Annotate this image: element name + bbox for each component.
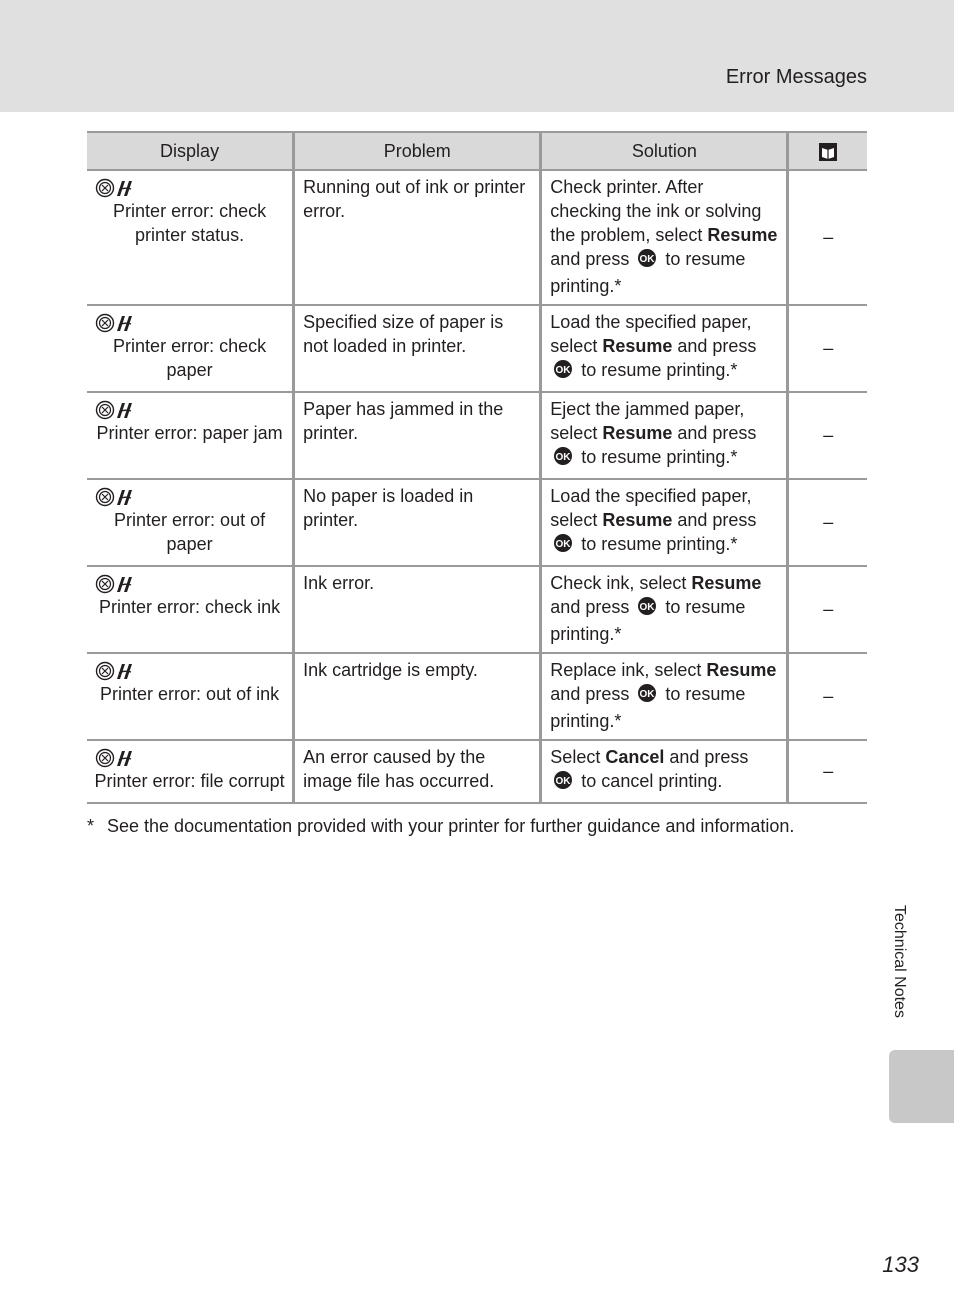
solution-cell (541, 740, 788, 803)
solution-cell (541, 170, 788, 305)
problem-cell: Paper has jammed in the printer. (294, 392, 541, 479)
section-tab-label: Technical Notes (891, 905, 908, 1018)
display-message: Printer error: check paper (113, 336, 267, 380)
display-message: Printer error: check printer status. (113, 201, 267, 245)
svg-text:OK: OK (639, 689, 655, 700)
solution-cell (541, 305, 788, 392)
svg-text:OK: OK (555, 539, 571, 550)
display-cell (87, 392, 294, 479)
problem-cell: Specified size of paper is not loaded in printer. (294, 305, 541, 392)
display-cell (87, 653, 294, 740)
printer-error-icon (93, 571, 286, 595)
ok-button-icon (552, 359, 574, 385)
problem-cell: Ink error. (294, 566, 541, 653)
solution-text-middle: and press (672, 510, 757, 530)
solution-text-before: Check printer. After checking the ink or solving the problem, select (550, 177, 762, 245)
solution-text-after: to resume printing.* (550, 597, 746, 644)
table-row (87, 305, 867, 392)
table-row (87, 566, 867, 653)
display-message: Printer error: paper jam (96, 423, 283, 443)
solution-bold-keyword: Resume (602, 510, 673, 530)
header-display: Display (87, 132, 294, 170)
header-band (0, 0, 954, 112)
page-section-title: Error Messages (725, 66, 867, 88)
printer-error-icon (93, 397, 286, 421)
problem-cell: No paper is loaded in printer. (294, 479, 541, 566)
display-message: Printer error: out of paper (114, 510, 266, 554)
solution-text-middle: and press (550, 597, 635, 617)
solution-bold-keyword: Resume (602, 423, 673, 443)
display-cell (87, 566, 294, 653)
solution-cell (541, 566, 788, 653)
reference-cell: – (788, 305, 867, 392)
solution-text-middle: and press (550, 249, 635, 269)
table-row (87, 740, 867, 803)
header-solution: Solution (541, 132, 788, 170)
solution-text-before: Replace ink, select (550, 660, 707, 680)
problem-cell: Ink cartridge is empty. (294, 653, 541, 740)
reference-cell: – (788, 479, 867, 566)
solution-bold-keyword: Cancel (605, 747, 665, 767)
solution-bold-keyword: Resume (707, 225, 778, 245)
svg-text:OK: OK (555, 452, 571, 463)
display-cell (87, 740, 294, 803)
svg-text:OK: OK (555, 365, 571, 376)
reference-cell: – (788, 170, 867, 305)
footnote-mark: * (87, 816, 95, 836)
solution-text-before: Load the specified paper, select (550, 486, 752, 530)
solution-text-after: to resume printing.* (550, 249, 746, 296)
reference-cell: – (788, 392, 867, 479)
error-messages-table (87, 131, 867, 804)
svg-text:OK: OK (555, 776, 571, 787)
solution-text-after: to resume printing.* (576, 447, 738, 467)
ok-button-icon (552, 446, 574, 472)
reference-cell: – (788, 653, 867, 740)
table-row (87, 392, 867, 479)
solution-text-middle: and press (672, 336, 757, 356)
solution-text-before: Eject the jammed paper, select (550, 399, 745, 443)
display-cell (87, 479, 294, 566)
solution-cell (541, 479, 788, 566)
header-problem: Problem (294, 132, 541, 170)
reference-cell: – (788, 566, 867, 653)
ok-button-icon (552, 533, 574, 559)
solution-text-middle: and press (672, 423, 757, 443)
solution-text-after: to cancel printing. (576, 771, 723, 791)
problem-cell: An error caused by the image file has occurred. (294, 740, 541, 803)
solution-text-before: Check ink, select (550, 573, 692, 593)
ok-button-icon (552, 770, 574, 796)
table-header-row (87, 132, 867, 170)
solution-text-before: Load the specified paper, select (550, 312, 752, 356)
solution-text-after: to resume printing.* (576, 360, 738, 380)
solution-cell (541, 653, 788, 740)
table-row (87, 170, 867, 305)
display-message: Printer error: file corrupt (94, 771, 285, 791)
solution-bold-keyword: Resume (602, 336, 673, 356)
display-cell (87, 305, 294, 392)
display-message: Printer error: out of ink (100, 684, 280, 704)
ok-button-icon (636, 596, 658, 622)
solution-text-after: to resume printing.* (576, 534, 738, 554)
ok-button-icon (636, 683, 658, 709)
footnote-text: See the documentation provided with your printer for further guidance and information. (107, 816, 795, 836)
printer-error-icon (93, 175, 286, 199)
printer-error-icon (93, 745, 286, 769)
printer-error-icon (93, 310, 286, 334)
solution-text-before: Select (550, 747, 606, 767)
printer-error-icon (93, 658, 286, 682)
table-row (87, 479, 867, 566)
table-row (87, 653, 867, 740)
solution-text-after: to resume printing.* (550, 684, 746, 731)
solution-text-middle: and press (664, 747, 749, 767)
display-message: Printer error: check ink (99, 597, 281, 617)
solution-bold-keyword: Resume (691, 573, 762, 593)
page-number: 133 (882, 1252, 919, 1277)
book-reference-icon (818, 142, 838, 162)
solution-cell (541, 392, 788, 479)
solution-bold-keyword: Resume (706, 660, 777, 680)
svg-text:OK: OK (639, 254, 655, 265)
solution-text-middle: and press (550, 684, 635, 704)
problem-cell: Running out of ink or printer error. (294, 170, 541, 305)
printer-error-icon (93, 484, 286, 508)
ok-button-icon (636, 248, 658, 274)
header-reference (788, 132, 867, 170)
svg-text:OK: OK (639, 602, 655, 613)
section-tab (889, 1050, 954, 1123)
footnote (87, 814, 887, 838)
display-cell (87, 170, 294, 305)
reference-cell: – (788, 740, 867, 803)
